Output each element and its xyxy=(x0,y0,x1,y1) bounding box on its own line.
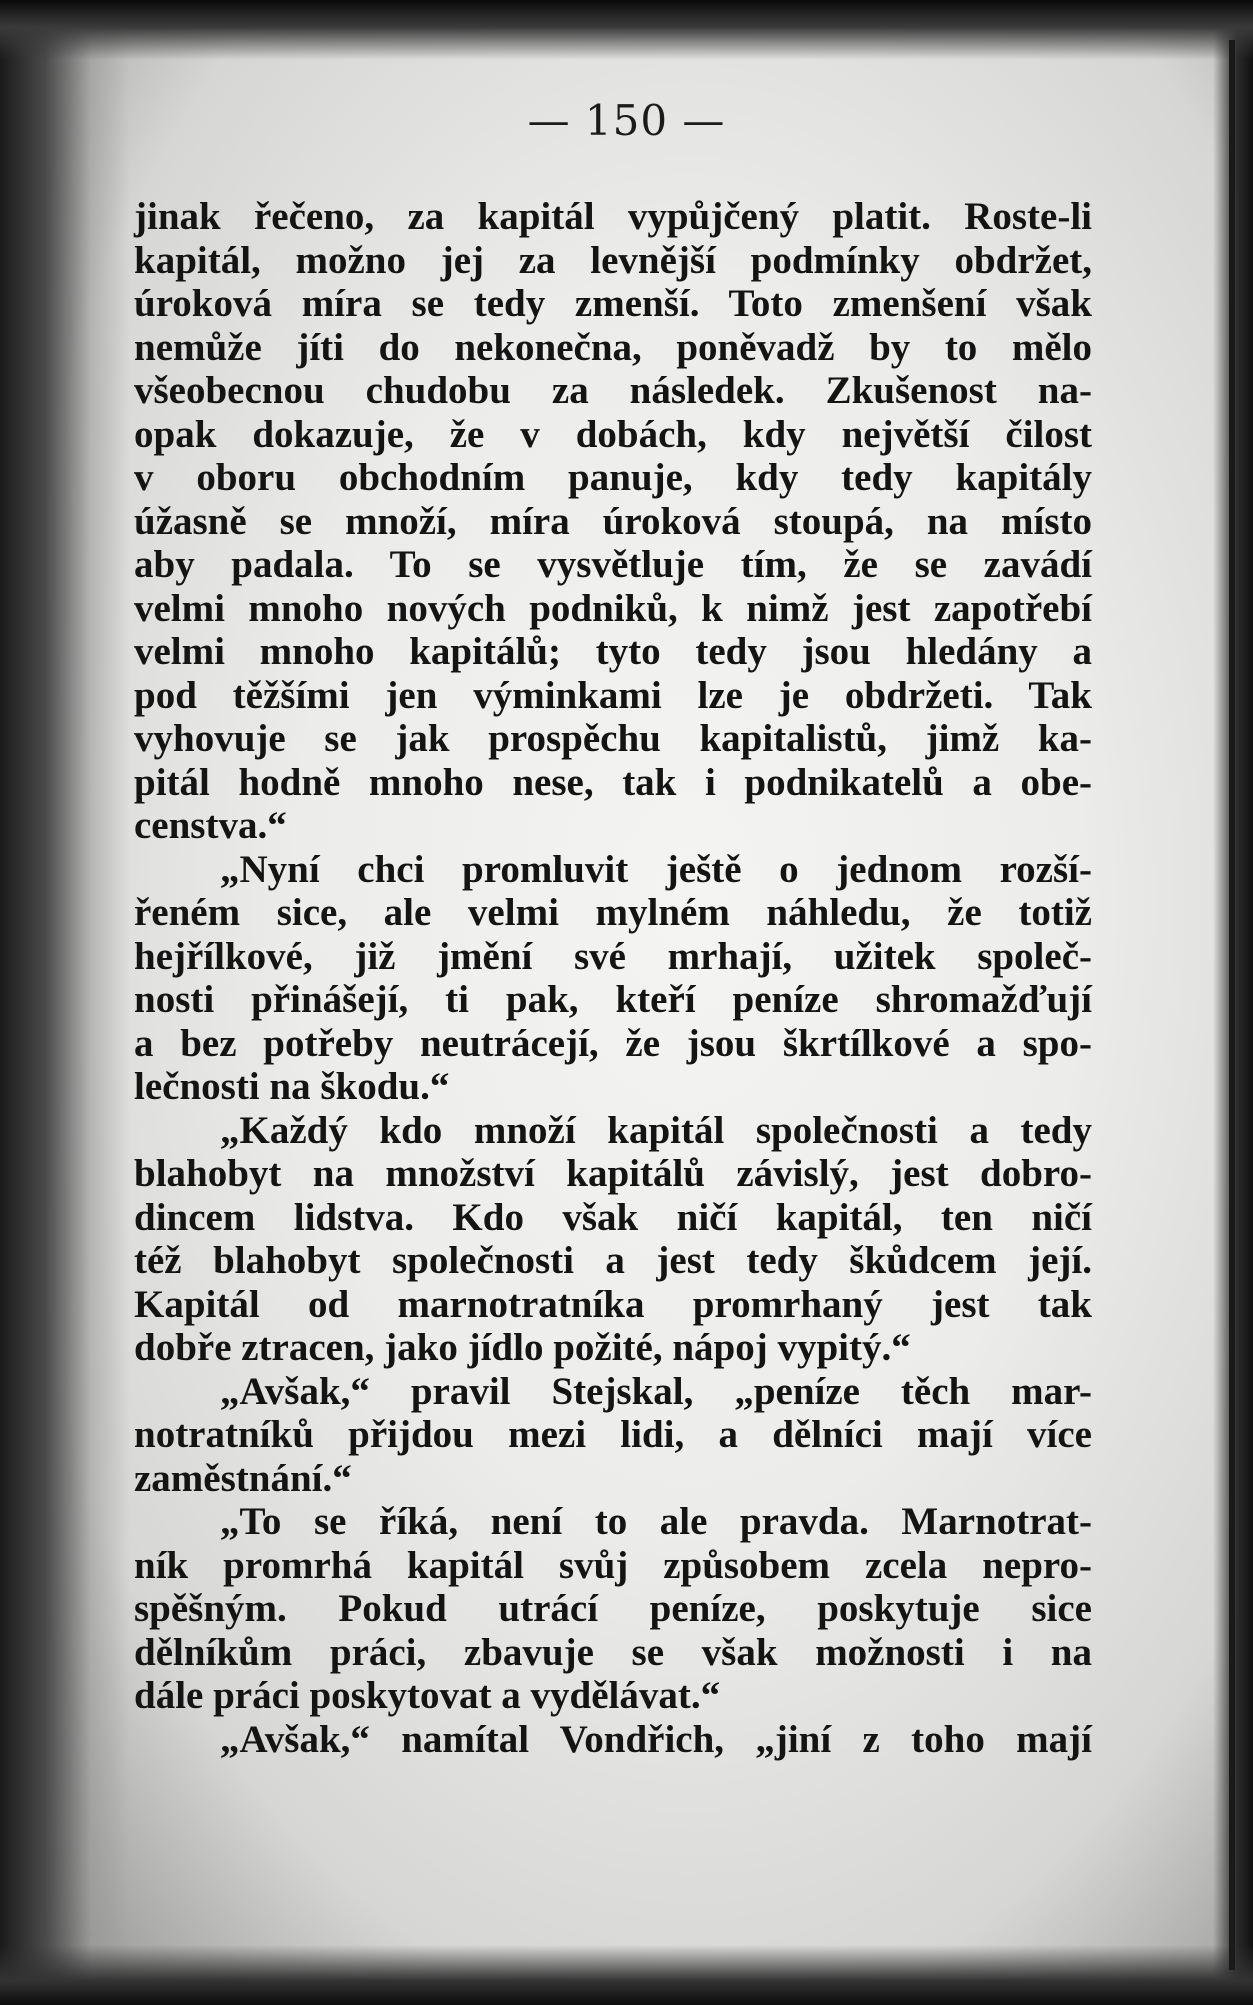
text-line: „Avšak,“ namítal Vondřich, „jiní z toho mají xyxy=(220,1717,1092,1761)
text-line: ník promrhá kapitál svůj způsobem zcela nepro- xyxy=(134,1543,1092,1587)
text-line: lečnosti na škodu.“ xyxy=(134,1065,450,1108)
text-line: úžasně se množí, míra úroková stoupá, na místo xyxy=(134,499,1092,543)
text-line: v oboru obchodním panuje, kdy tedy kapitály xyxy=(134,456,1092,499)
text-line: všeobecnou chudobu za následek. Zkušenost na- xyxy=(134,369,1092,412)
text-line: blahobyt na množství kapitálů závislý, jest dobro- xyxy=(134,1152,1092,1195)
text-line: úroková míra se tedy zmenší. Toto zmenšení však xyxy=(134,282,1092,325)
text-line: pod těžšími jen výminkami lze je obdržeti. Tak xyxy=(134,673,1092,717)
text-line: též blahobyt společnosti a jest tedy škůdcem její. xyxy=(134,1239,1092,1282)
page-number: — 150 — xyxy=(527,96,726,145)
text-line: opak dokazuje, že v dobách, kdy největší čilost xyxy=(134,412,1092,456)
text-line: censtva.“ xyxy=(134,804,287,847)
text-line: „Nyní chci promluvit ještě o jednom rozší- xyxy=(220,847,1092,891)
text-line: pitál hodně mnoho nese, tak i podnikatelů a obe- xyxy=(134,760,1092,804)
text-line: zaměstnání.“ xyxy=(134,1456,352,1500)
text-line: velmi mnoho nových podniků, k nimž jest zapotřebí xyxy=(134,586,1092,630)
page-shadow-bottom xyxy=(0,1945,1253,2005)
text-line: dělníkům práci, zbavuje se však možnosti i na xyxy=(134,1630,1092,1674)
text-line: jinak řečeno, za kapitál vypůjčený platit. Roste-li xyxy=(134,195,1092,238)
text-line: kapitál, možno jej za levnější podmínky obdržet, xyxy=(134,238,1092,282)
text-line: spěšným. Pokud utrácí peníze, poskytuje sice xyxy=(134,1587,1092,1630)
text-line: a bez potřeby neutrácejí, že jsou škrtílkové a spo- xyxy=(134,1021,1092,1065)
text-line: „To se říká, není to ale pravda. Marnotrat- xyxy=(220,1500,1092,1543)
text-line: vyhovuje se jak prospěchu kapitalistů, jimž ka- xyxy=(134,717,1092,760)
text-line: nosti přinášejí, ti pak, kteří peníze shromažďují xyxy=(134,978,1092,1021)
text-line: „Avšak,“ pravil Stejskal, „peníze těch mar- xyxy=(220,1369,1092,1413)
text-line: Kapitál od marnotratníka promrhaný jest tak xyxy=(134,1282,1092,1326)
text-line: notratníků přijdou mezi lidi, a dělníci mají více xyxy=(134,1413,1092,1456)
text-line: nemůže jíti do nekonečna, poněvadž by to mělo xyxy=(134,325,1092,369)
body-text xyxy=(134,195,1092,1761)
page-shadow-left xyxy=(0,0,130,2005)
text-line: „Každý kdo množí kapitál společnosti a tedy xyxy=(220,1108,1092,1152)
text-line: dobře ztracen, jako jídlo požité, nápoj vypitý.“ xyxy=(134,1326,911,1369)
page-edge-rule xyxy=(1229,40,1235,1970)
text-line: aby padala. To se vysvětluje tím, že se zavádí xyxy=(134,543,1092,586)
text-line: velmi mnoho kapitálů; tyto tedy jsou hledány a xyxy=(134,630,1092,673)
text-line: dále práci poskytovat a vydělávat.“ xyxy=(134,1674,721,1717)
text-line: řeném sice, ale velmi mylném náhledu, že totiž xyxy=(134,891,1092,934)
page-shadow-top xyxy=(0,0,1253,60)
text-line: hejřílkové, již jmění své mrhají, užitek společ- xyxy=(134,934,1092,978)
text-line: dincem lidstva. Kdo však ničí kapitál, ten ničí xyxy=(134,1195,1092,1239)
